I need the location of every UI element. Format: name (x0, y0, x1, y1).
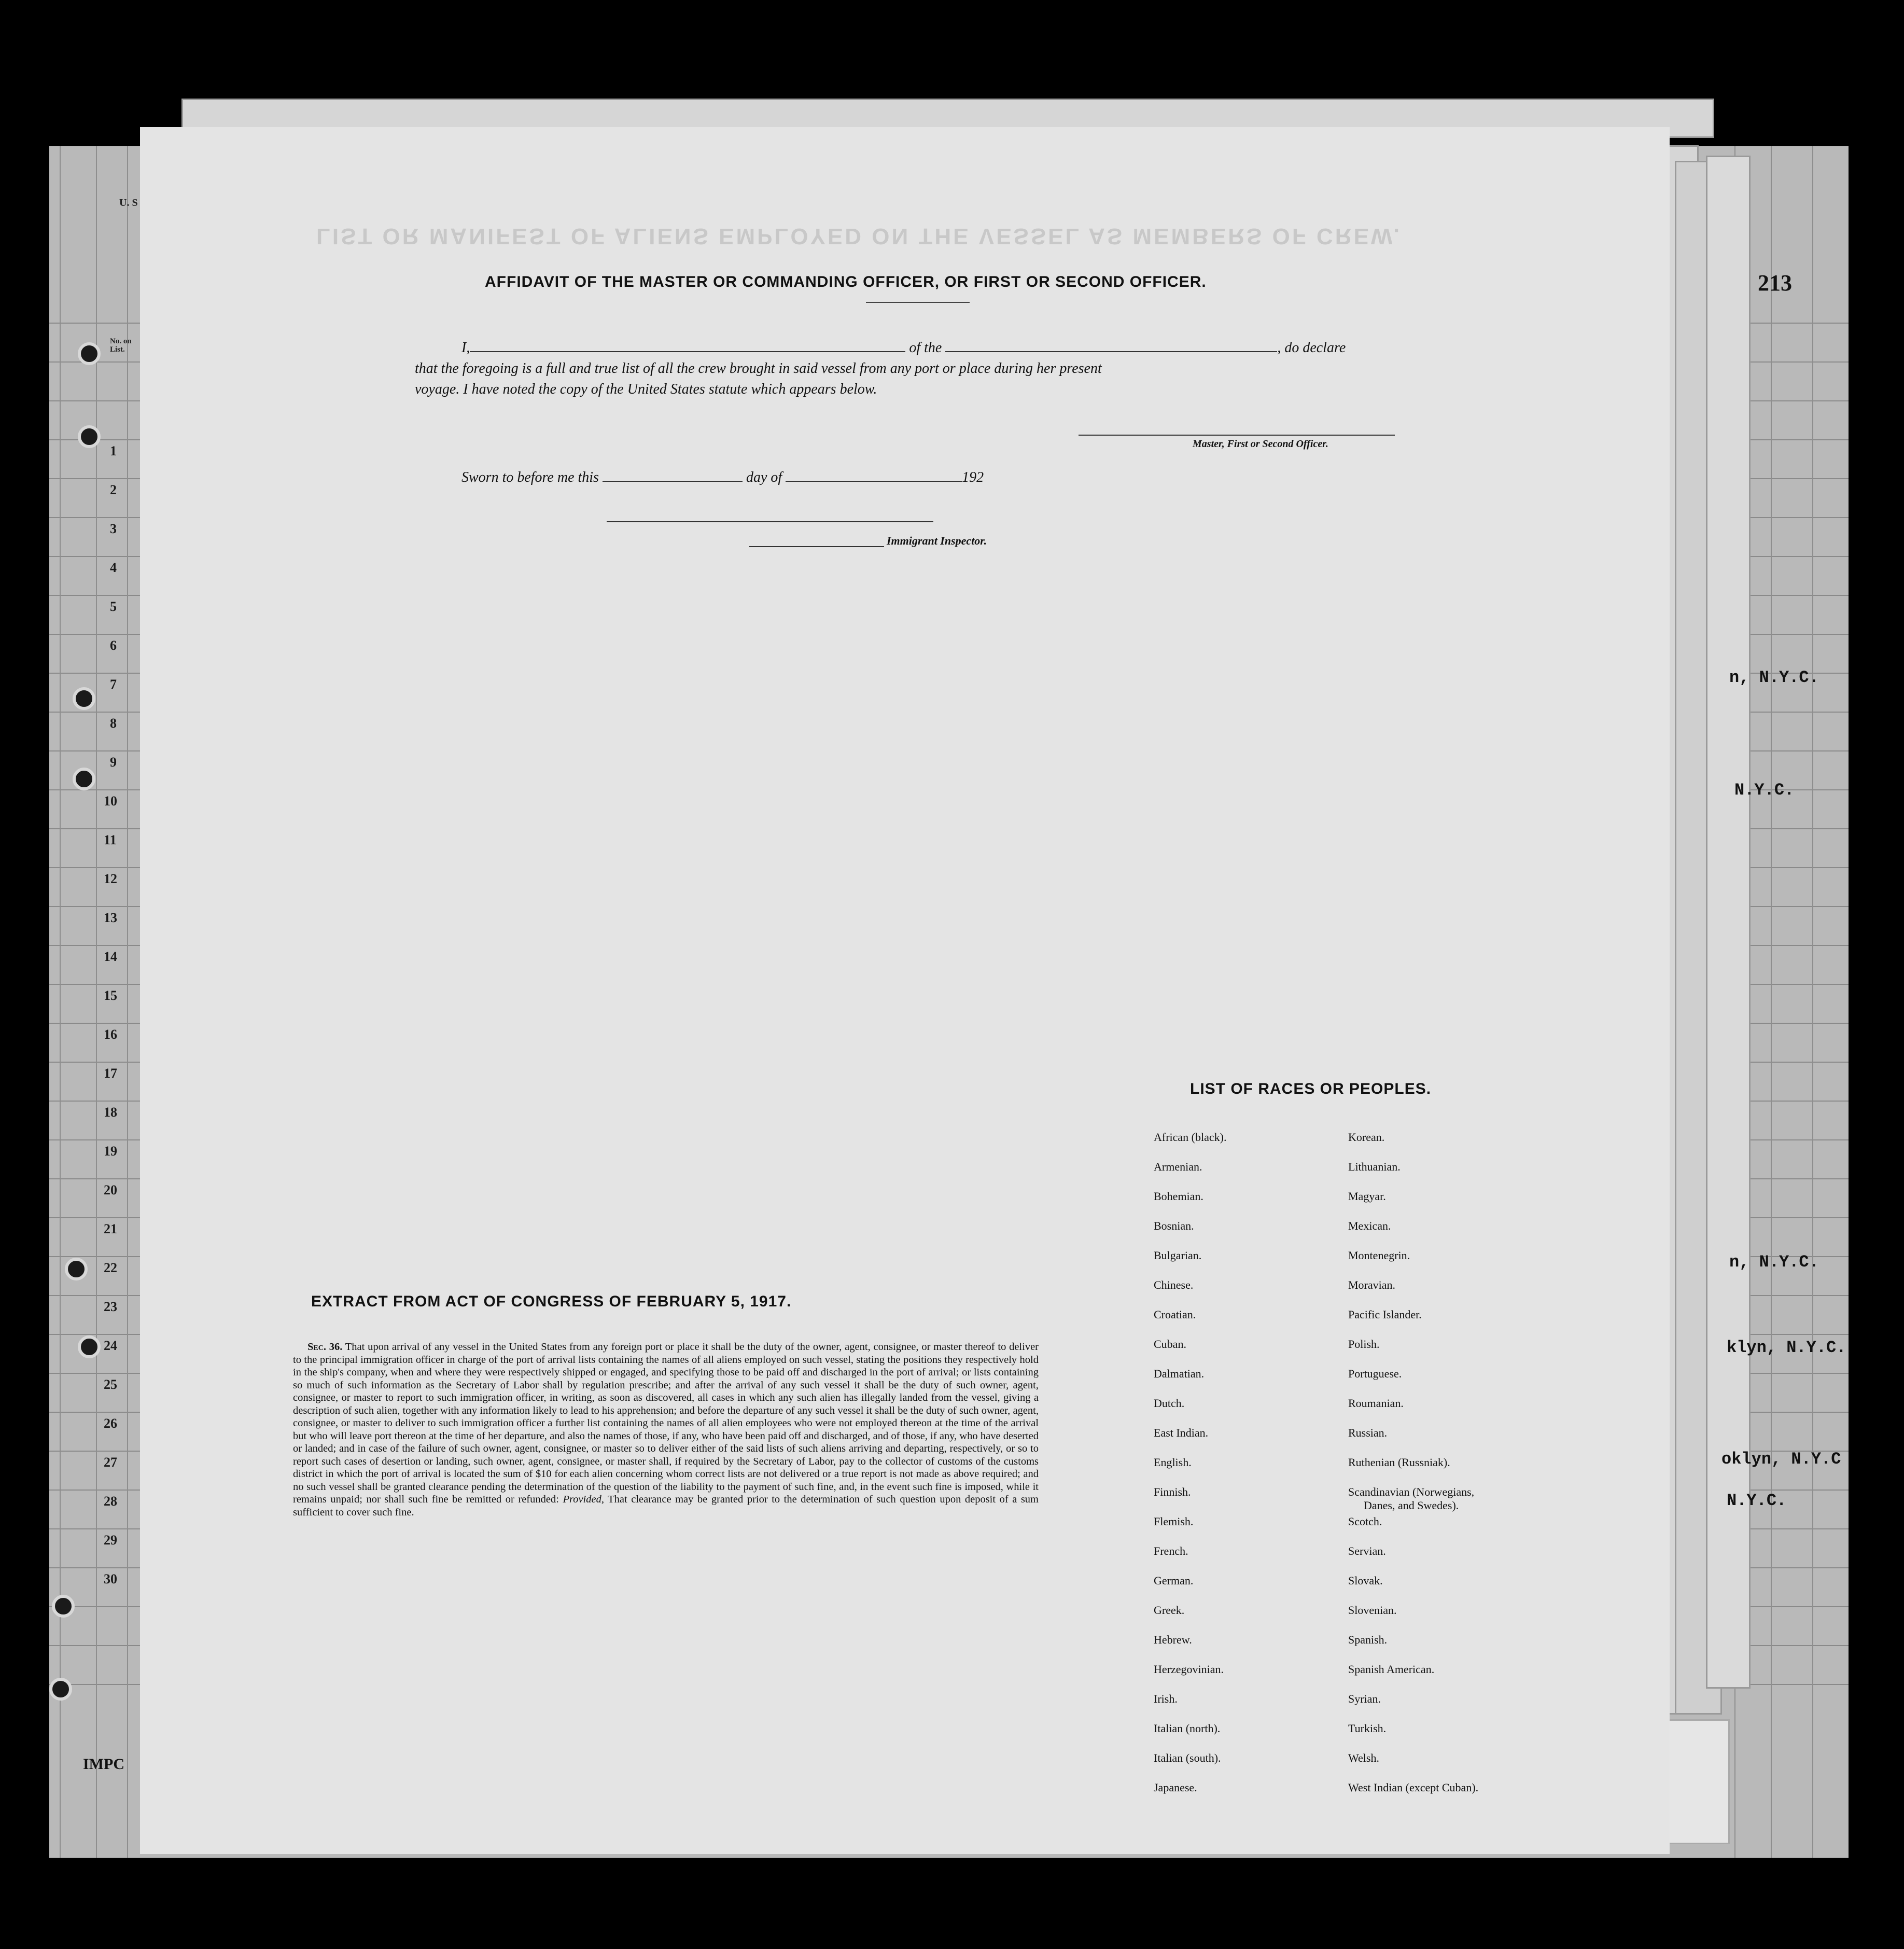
extract-text (293, 1341, 1039, 1519)
race-item: Spanish. (1348, 1633, 1388, 1646)
row-number: 30 (104, 1571, 117, 1586)
row-number: 12 (104, 871, 117, 886)
race-item: Montenegrin. (1348, 1249, 1410, 1262)
row-number: 5 (110, 599, 117, 614)
race-item: German. (1154, 1574, 1194, 1587)
race-item: Flemish. (1154, 1515, 1194, 1528)
row-number: 10 (104, 793, 117, 809)
extract-section: Sec. 36. (307, 1341, 343, 1353)
binding-hole (65, 1258, 88, 1280)
row-number: 21 (104, 1221, 117, 1236)
race-item: Italian (north). (1154, 1722, 1221, 1735)
race-item: Russian. (1348, 1426, 1388, 1439)
race-item: Croatian. (1154, 1308, 1196, 1321)
row-number: 23 (104, 1299, 117, 1314)
races-list (1154, 1131, 1672, 1794)
ledger-fragment: n, N.Y.C. (1729, 1252, 1819, 1272)
binding-hole (52, 1595, 75, 1618)
ledger-fragment: n, N.Y.C. (1729, 668, 1819, 687)
page-number: 213 (1758, 270, 1792, 296)
declaration-pronoun: I, (461, 340, 470, 356)
race-item: French. (1154, 1544, 1188, 1557)
inspector-underline (749, 546, 884, 547)
affidavit-sheet (140, 127, 1670, 1854)
race-item: Bulgarian. (1154, 1249, 1202, 1262)
declaration-end: , do declare (1277, 340, 1346, 356)
binding-hole (78, 342, 101, 365)
binding-hole (73, 687, 95, 710)
sworn-year: 192 (962, 469, 984, 485)
race-item: Lithuanian. (1348, 1160, 1401, 1173)
race-item-continuation: Danes, and Swedes). (1364, 1499, 1459, 1512)
row-number: 2 (110, 482, 117, 497)
ledger-fragment: N.Y.C. (1734, 781, 1795, 800)
row-number: 4 (110, 560, 117, 575)
race-item: Syrian. (1348, 1692, 1381, 1705)
row-number: 24 (104, 1338, 117, 1353)
race-item: Bosnian. (1154, 1219, 1194, 1232)
officer-name-blank (470, 351, 905, 352)
ledger-fragment: oklyn, N.Y.C (1721, 1450, 1841, 1469)
race-item: Spanish American. (1348, 1663, 1435, 1676)
row-number: 7 (110, 677, 117, 692)
race-item: Japanese. (1154, 1781, 1197, 1794)
race-item: Scotch. (1348, 1515, 1382, 1528)
binding-hole (78, 1335, 101, 1358)
race-item: Armenian. (1154, 1160, 1202, 1173)
sworn-prefix: Sworn to before me this (461, 469, 599, 485)
row-number: 15 (104, 988, 117, 1003)
race-item: Herzegovinian. (1154, 1663, 1224, 1676)
race-item: Roumanian. (1348, 1397, 1404, 1410)
race-item: Chinese. (1154, 1278, 1194, 1291)
race-item: Servian. (1348, 1544, 1386, 1557)
row-number: 14 (104, 949, 117, 964)
extract-proviso: Provided (563, 1494, 601, 1505)
row-number: 13 (104, 910, 117, 925)
race-item: Korean. (1348, 1131, 1385, 1144)
ledger-fragment: N.Y.C. (1727, 1491, 1787, 1510)
race-item: Mexican. (1348, 1219, 1391, 1232)
race-item: Finnish. (1154, 1485, 1191, 1498)
row-number: 22 (104, 1260, 117, 1275)
row-number: 11 (104, 832, 117, 847)
sworn-day-blank (603, 481, 743, 482)
race-item: Magyar. (1348, 1190, 1386, 1203)
row-number: 28 (104, 1494, 117, 1509)
race-item: Pacific Islander. (1348, 1308, 1422, 1321)
race-item: Moravian. (1348, 1278, 1396, 1291)
race-item: Bohemian. (1154, 1190, 1203, 1203)
row-number: 29 (104, 1533, 117, 1548)
race-item: Cuban. (1154, 1338, 1186, 1351)
row-number: 27 (104, 1455, 117, 1470)
row-number: 25 (104, 1377, 117, 1392)
row-number: 9 (110, 755, 117, 770)
binding-hole (73, 768, 95, 790)
row-number: 19 (104, 1144, 117, 1159)
race-item: Hebrew. (1154, 1633, 1192, 1646)
extract-title: EXTRACT FROM ACT OF CONGRESS OF FEBRUARY 5, 1917. (311, 1293, 792, 1310)
ledger-fragment: klyn, N.Y.C. (1727, 1338, 1846, 1357)
race-item: Irish. (1154, 1692, 1178, 1705)
inspector-signature-line (607, 521, 933, 522)
bleed-through-header: LIST OR MANIFEST OF ALIENS EMPLOYED ON THE VESSEL AS MEMBERS OF CREW. (316, 224, 1402, 249)
race-item: Dalmatian. (1154, 1367, 1205, 1380)
row-number: 6 (110, 638, 117, 653)
sworn-line (461, 469, 984, 486)
race-item: Ruthenian (Russniak). (1348, 1456, 1450, 1469)
ledger-bottom-label: IMPC (83, 1756, 124, 1773)
race-item: Scandinavian (Norwegians, (1348, 1485, 1475, 1498)
row-number: 26 (104, 1416, 117, 1431)
race-item: English. (1154, 1456, 1192, 1469)
signature-label: Master, First or Second Officer. (1193, 438, 1328, 450)
title-rule (866, 302, 970, 303)
binding-hole (49, 1678, 72, 1701)
races-title: LIST OF RACES OR PEOPLES. (1190, 1080, 1432, 1097)
ledger-column-label: No. on List. (110, 337, 132, 354)
row-number: 16 (104, 1027, 117, 1042)
declaration-line-2: that the foregoing is a full and true list of all the crew brought in said vessel from any port or place during her present (415, 360, 1102, 377)
row-number: 1 (110, 443, 117, 458)
row-number: 18 (104, 1105, 117, 1120)
row-number: 17 (104, 1066, 117, 1081)
race-item: Slovenian. (1348, 1604, 1397, 1617)
declaration-line-3: voyage. I have noted the copy of the United States statute which appears below. (415, 381, 877, 397)
sworn-day-label: day of (746, 469, 782, 485)
race-item: Welsh. (1348, 1751, 1379, 1764)
race-item: Turkish. (1348, 1722, 1387, 1735)
race-item: East Indian. (1154, 1426, 1209, 1439)
sworn-month-blank (786, 481, 962, 482)
race-item: Italian (south). (1154, 1751, 1221, 1764)
race-item: Slovak. (1348, 1574, 1383, 1587)
inspector-label: Immigrant Inspector. (887, 534, 987, 547)
vessel-name-blank (945, 351, 1277, 352)
row-number: 8 (110, 716, 117, 731)
row-number: 3 (110, 521, 117, 536)
race-item: Portuguese. (1348, 1367, 1402, 1380)
binding-hole (78, 425, 101, 448)
declaration-line-1 (461, 340, 1346, 356)
race-item: Greek. (1154, 1604, 1185, 1617)
race-item: Dutch. (1154, 1397, 1185, 1410)
affidavit-title: AFFIDAVIT OF THE MASTER OR COMMANDING OFFICER, OR FIRST OR SECOND OFFICER. (485, 273, 1207, 290)
race-item: Polish. (1348, 1338, 1380, 1351)
race-item: West Indian (except Cuban). (1348, 1781, 1479, 1794)
race-item: African (black). (1154, 1131, 1227, 1144)
declaration-of-the: of the (909, 340, 942, 356)
row-number: 20 (104, 1182, 117, 1198)
extract-body-text: That upon arrival of any vessel in the United States from any foreign port or place it shall be the duty of the owner, agent, consignee, or master thereof to deliver to the principal immigration officer in charge of the port of arrival lists containing the names of all aliens employed on such vessel, stating the positions they respectively hold in the ship's company, when and where they were respectively shipped or engaged, and specifying those to be paid off and discharged in the port of arrival; or lists containing so much of such information as the Secretary of Labor shall by regulation prescribe; and after the arrival of any such vessel it shall be the duty of such owner, agent, consignee, or master to report to such immigration officer, in writing, as soon as discovered, all cases in which any such alien has illegally landed from the vessel, giving a description of such alien, together with any information likely to lead to his apprehension; and before the departure of any such vessel it shall be the duty of such owner, agent, consignee, or master to deliver to such immigration officer a further list containing the names of all alien employees who were not employed thereon at the time of the arrival but who will leave port thereon at the time of her departure, and also the names of those, if any, who have been paid off and discharged, and of those, if any, who have deserted or landed; and in case of the failure of such owner, agent, consignee, or master so to deliver either of the said lists of such aliens arriving and departing, respectively, or so to report such cases of desertion or landing, such owner, agent, consignee, or master shall, if required by the Secretary of Labor, pay to the collector of customs of the customs district in which the port of arrival is located the sum of $10 for each alien concerning whom correct lists are not delivered or a true report is not made as above required; and no such vessel shall be granted clearance pending the determination of the question of the liability to the payment of such fine, and, in the event such fine is imposed, while it remains unpaid; nor shall such fine be remitted or refunded: (293, 1341, 1039, 1505)
ledger-prefix: U. S (119, 197, 138, 208)
signature-line (1079, 435, 1395, 436)
extract-proviso-text: , That clearance may be granted prior to the determination of such question upon deposit of a sum sufficient to cover such fine. (293, 1494, 1039, 1518)
